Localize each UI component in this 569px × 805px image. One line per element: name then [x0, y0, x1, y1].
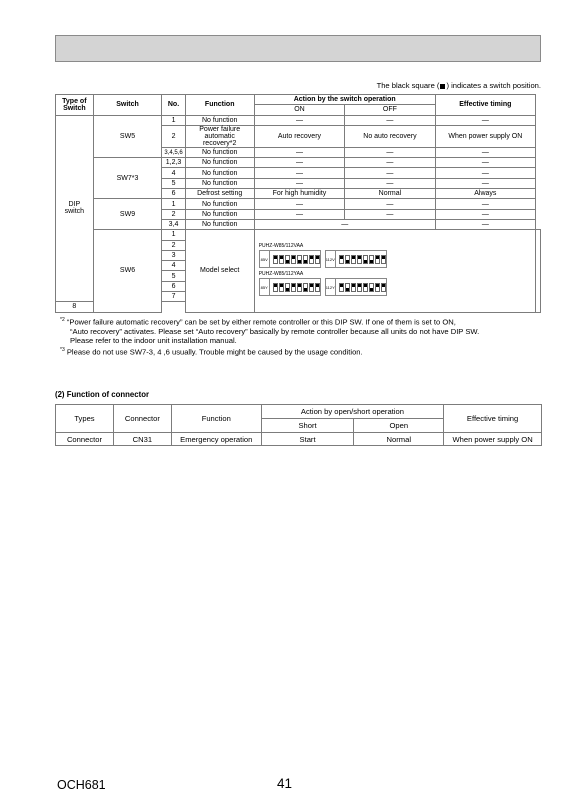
table-row: SW9 1 No function — — — [56, 199, 541, 209]
model-select-diagrams [254, 230, 535, 312]
table-row: SW6 1 Model select PUHZ-W85/112VAA 85V 112V PUHZ-W85/112YAA 85Y 112Y [56, 230, 541, 240]
model-box: 112Y [325, 278, 387, 296]
table-row: DIP switch SW5 1 No function — — — [56, 115, 541, 125]
table-row: 6 [56, 281, 541, 291]
footnote-3: $^{*3}$ Please do not use SW7-3, 4 ,6 usually. Trouble might be caused by the usage condition. [60, 346, 363, 357]
header-action: Action by the switch operation [254, 95, 435, 105]
black-square-icon [440, 84, 445, 89]
header-timing: Effective timing [435, 95, 535, 116]
table-row: 2 Power failure automatic recovery*2 Auto recovery No auto recovery When power supply ON [56, 125, 541, 147]
switch-position-note: The black square ( ) indicates a switch position. [376, 81, 541, 90]
dip-switch-icon [336, 255, 386, 264]
model-box: 85V [259, 250, 321, 268]
header-switch: Switch [93, 95, 162, 116]
table-row: 2 No function — — — [56, 209, 541, 219]
table-row: 4 [56, 261, 541, 271]
table-row: 2 [56, 240, 541, 250]
model-box: 85Y [259, 278, 321, 296]
table-row: 4 No function — — — [56, 168, 541, 178]
table-row: 8 [56, 302, 541, 312]
table-row: Connector CN31 Emergency operation Start Normal When power supply ON [56, 433, 542, 446]
footnote-2: $^{*2}$ “Power failure automatic recovery” can be set by either remote controller or this DIP SW. If one of them is set to ON, [60, 317, 456, 327]
document-code: OCH681 [57, 778, 106, 792]
dip-switch-icon [336, 283, 386, 292]
connector-table: Types Connector Function Action by open/short operation Effective timing Short Open Connector CN31 Emergency operation Start Normal When power supply ON [55, 404, 542, 446]
sw6-function: Model select [185, 230, 254, 312]
table-row: 5 No function — — — [56, 178, 541, 188]
header-function: Function [185, 95, 254, 116]
table-row: 6 Defrost setting For high humidity Normal Always [56, 189, 541, 199]
header-type: Type of Switch [56, 95, 94, 116]
table-row: 7 [56, 292, 541, 302]
header-on: ON [254, 105, 344, 115]
table-row: 3,4,5,6 No function — — — [56, 147, 541, 157]
footnotes: $^{*2}$ “Power failure automatic recovery” can be set by either remote controller or this DIP SW. If one of them is set to ON, “Auto recovery” activates. Please set “Auto recovery” basically by remote controller because all units do not have DIP SW. Please refer to the indoor unit installation manual. $^{*3}$ Please do not use SW7-3, 4 ,6 usually. Trouble might be caused by the usage condition. [60, 316, 550, 357]
dip-switch-icon [270, 255, 320, 264]
switch-sw5: SW5 [93, 115, 162, 158]
model-box: 112V [325, 250, 387, 268]
table-row: 3 [56, 250, 541, 260]
table-row: 3,4 No function — — [56, 219, 541, 229]
switch-sw9: SW9 [93, 199, 162, 230]
header-off: OFF [345, 105, 435, 115]
model-label: PUHZ-W85/112YAA [258, 271, 304, 278]
dip-switch-table [55, 94, 541, 313]
switch-sw6: SW6 [93, 230, 162, 312]
switch-sw7: SW7*3 [93, 158, 162, 199]
page-number: 41 [277, 776, 293, 791]
table-row: 5 [56, 271, 541, 281]
dip-switch-icon [270, 283, 320, 292]
table-row: SW7*3 1,2,3 No function — — — [56, 158, 541, 168]
model-label: PUHZ-W85/112VAA [258, 243, 304, 250]
header-no: No. [162, 95, 185, 116]
header-bar [55, 35, 541, 62]
type-dip-switch: DIP switch [56, 115, 94, 302]
section-title: (2) Function of connector [55, 390, 149, 399]
